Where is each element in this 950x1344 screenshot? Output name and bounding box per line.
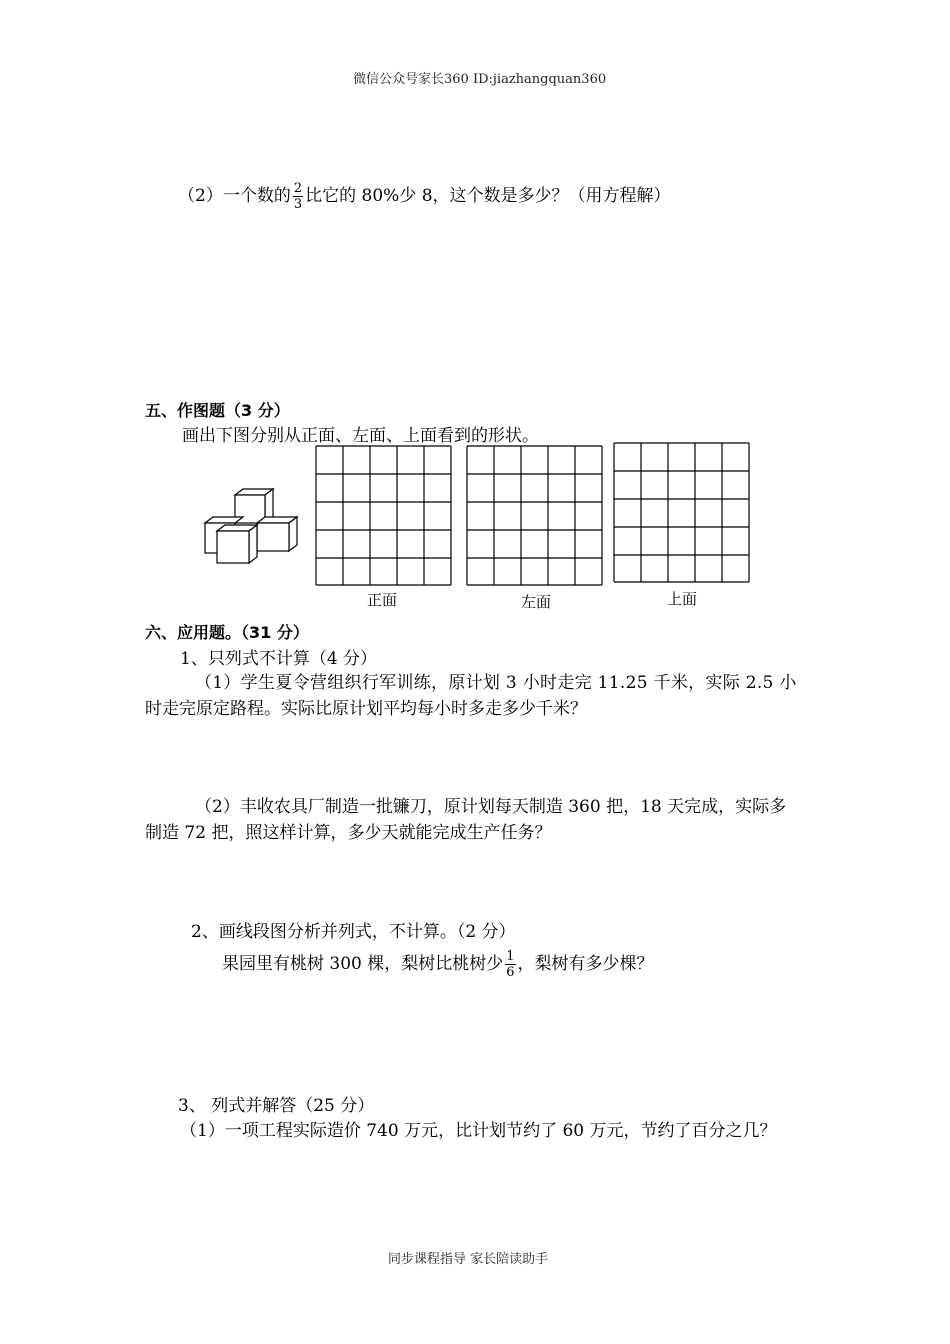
part-3-q1: （1）一项工程实际造价 740 万元，比计划节约了 60 万元，节约了百分之几？ [180,1121,777,1141]
cube-figure [195,485,305,570]
frac-denominator: 6 [506,965,515,980]
grid-label-left: 左面 [521,594,552,611]
section-6-title: 六、应用题。（31 分） [145,623,309,642]
part-1-q1-line1: （1）学生夏令营组织行军训练，原计划 3 小时走完 11.25 千米，实际 2.5 小 [195,673,797,693]
fraction-two-thirds [293,181,303,212]
question-4-2 [178,178,671,214]
frac-denominator: 3 [293,197,303,212]
grid-left-view [466,445,604,587]
grid-top-view [613,442,751,584]
section-5-title: 五、作图题（3 分） [145,401,290,420]
part-2-title: 2、画线段图分析并列式，不计算。（2 分） [191,922,516,942]
page-footer: 同步课程指导 家长陪读助手 [388,1252,549,1267]
part-1-title: 1、只列式不计算（4 分） [180,649,378,669]
part-2-question [222,946,654,982]
q4-2-prefix: （2）一个数的 [178,186,291,206]
p2-suffix: ，梨树有多少棵？ [517,954,654,974]
section-5-instruction: 画出下图分别从正面、左面、上面看到的形状。 [182,426,539,446]
fraction-one-sixth [505,949,515,980]
p2-prefix: 果园里有桃树 300 棵，梨树比桃树少 [222,954,504,974]
grid-label-top: 上面 [667,591,698,608]
part-1-q2-line2: 制造 72 把，照这样计算，多少天就能完成生产任务？ [145,823,552,843]
part-1-q1-line2: 时走完原定路程。实际比原计划平均每小时多走多少千米？ [145,699,587,719]
page-header: 微信公众号家长360 ID:jiazhangquan360 [353,72,607,87]
q4-2-suffix: 比它的 80%少 8，这个数是多少？（用方程解） [305,186,671,206]
frac-numerator: 1 [506,949,515,964]
part-1-q2-line1: （2）丰收农具厂制造一批镰刀，原计划每天制造 360 把，18 天完成，实际多 [195,797,787,817]
part-3-title: 3、 列式并解答（25 分） [178,1096,375,1116]
frac-numerator: 2 [293,181,303,196]
grid-label-front: 正面 [367,592,398,609]
grid-front-view [315,445,453,587]
